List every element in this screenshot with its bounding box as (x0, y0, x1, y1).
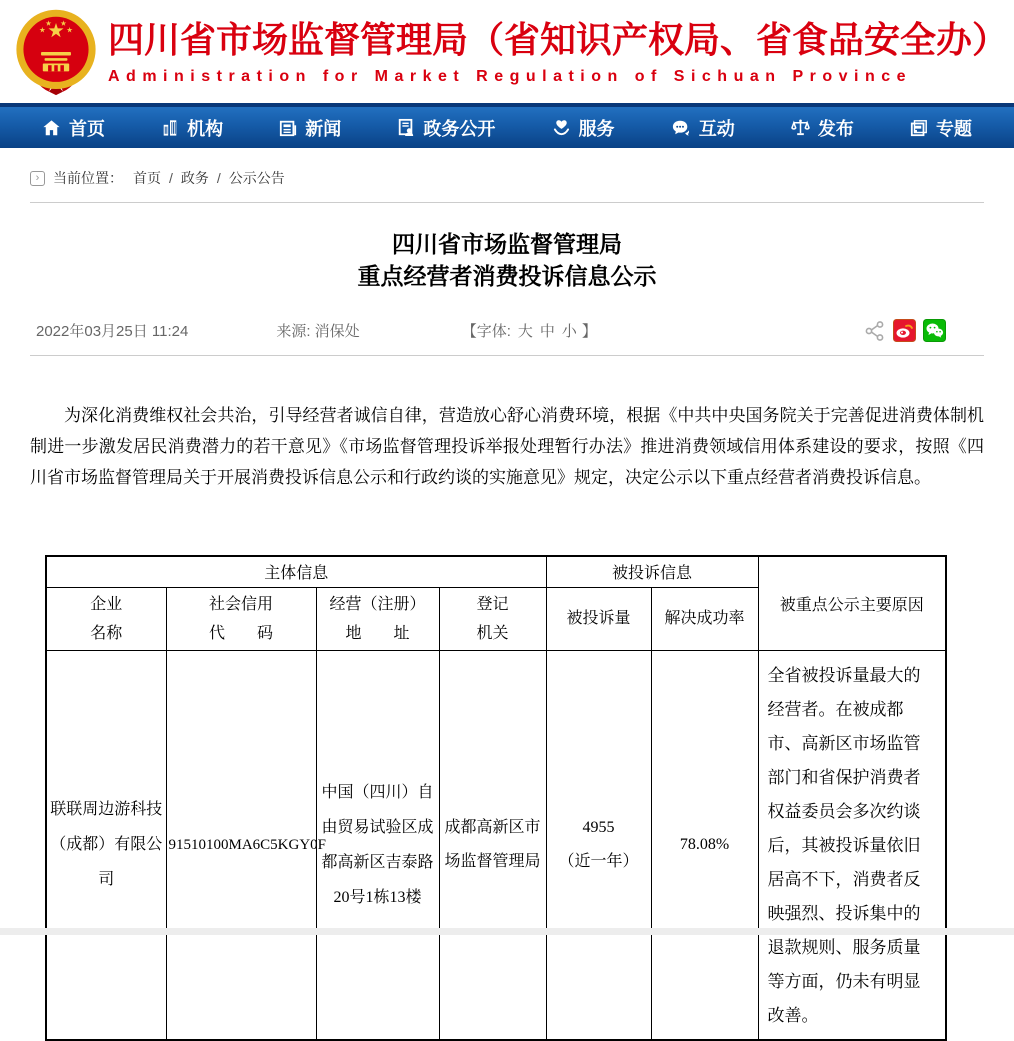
publish-date: 2022年03月25日 11:24 (36, 323, 189, 340)
breadcrumb-label: 当前位置： (53, 170, 123, 186)
breadcrumb-item-gov[interactable]: 政务 (180, 170, 209, 186)
font-size-large-button[interactable]: 大 (517, 323, 533, 340)
nav-label: 政务公开 (423, 118, 496, 139)
cell-reason: 全省被投诉量最大的经营者。在被成都市、高新区市场监管部门和省保护消费者权益委员会多次约谈后，其被投诉量依旧居高不下，消费者反映强烈、投诉集中的退款规则、服务质量等方面，仍未有明显改善。 (758, 650, 946, 1040)
nav-label: 服务 (578, 118, 615, 139)
article-source: 来源: 消保处 (276, 323, 360, 340)
home-icon (42, 119, 61, 137)
news-icon (279, 119, 297, 137)
article-title (30, 229, 984, 293)
gov-disclosure-icon (397, 118, 415, 137)
nav-item-interaction[interactable] (671, 115, 735, 141)
nav-item-services[interactable] (552, 115, 615, 141)
release-icon (791, 118, 810, 137)
location-arrow-icon: › (30, 171, 45, 186)
topics-icon (910, 119, 928, 137)
cell-success-rate: 78.08% (651, 650, 758, 1040)
complaint-table (45, 555, 947, 1041)
font-size-label-suffix: 】 (581, 323, 597, 340)
share-icon[interactable] (864, 320, 886, 342)
share-buttons (864, 319, 984, 342)
meta-divider (30, 355, 984, 356)
breadcrumb (30, 148, 984, 203)
article (0, 229, 1014, 493)
font-size-small-button[interactable]: 小 (561, 323, 577, 340)
article-title-line1: 四川省市场监督管理局 (392, 232, 622, 257)
nav-label: 新闻 (305, 118, 342, 139)
column-header-success-rate: 解决成功率 (651, 587, 758, 650)
column-header-company: 企业 名称 (46, 587, 166, 650)
font-size-controls (462, 320, 597, 341)
building-icon (161, 118, 179, 137)
nav-item-topics[interactable] (910, 115, 972, 141)
font-size-label: 【字体: (461, 323, 511, 340)
national-emblem-icon (12, 6, 100, 98)
breadcrumb-item-notices[interactable]: 公示公告 (228, 170, 285, 186)
main-nav (0, 103, 1014, 148)
table-row (46, 650, 946, 1040)
group-header-complaint: 被投诉信息 (546, 556, 758, 587)
cell-address: 中国（四川）自由贸易试验区成都高新区吉泰路20号1栋13楼 (316, 650, 439, 1040)
site-header (0, 0, 1014, 103)
font-size-medium-button[interactable]: 中 (539, 323, 555, 340)
page-bottom-strip (0, 928, 1014, 935)
column-header-registry: 登记 机关 (439, 587, 546, 650)
column-header-complaint-count: 被投诉量 (546, 587, 651, 650)
nav-label: 专题 (935, 118, 972, 139)
nav-label: 机构 (187, 118, 224, 139)
nav-item-home[interactable] (42, 115, 105, 141)
cell-credit-code: 91510100MA6C5KGY0F (166, 650, 316, 1040)
wechat-icon[interactable] (923, 319, 946, 342)
site-subtitle: Administration for Market Regulation of Sichuan Province (108, 67, 913, 85)
article-body: 为深化消费维权社会共治，引导经营者诚信自律，营造放心舒心消费环境，根据《中共中央国务院关于完善促进消费体制机制进一步激发居民消费潜力的若干意见》《市场监督管理投诉举报处理暂行办法》推进消费领域信用体系建设的要求，按照《四川省市场监督管理局关于开展消费投诉信息公示和行政约谈的实施意见》规定，决定公示以下重点经营者消费投诉信息。 (30, 406, 984, 487)
table-group-header-row (46, 556, 946, 587)
nav-item-gov-disclosure[interactable] (397, 115, 495, 141)
nav-item-orgs[interactable] (161, 115, 223, 141)
article-meta (30, 319, 984, 342)
cell-complaint-count: 4955 （近一年） (546, 650, 651, 1040)
nav-item-news[interactable] (279, 115, 341, 141)
nav-item-release[interactable] (791, 115, 854, 141)
breadcrumb-separator: / (169, 170, 173, 186)
column-header-reason: 被重点公示主要原因 (758, 556, 946, 650)
nav-label: 发布 (817, 118, 854, 139)
interaction-icon (671, 119, 691, 137)
service-icon (552, 118, 571, 137)
cell-company-name: 联联周边游科技（成都）有限公司 (46, 650, 166, 1040)
column-header-credit-code: 社会信用 代 码 (166, 587, 316, 650)
group-header-subject: 主体信息 (46, 556, 546, 587)
breadcrumb-separator: / (216, 170, 221, 186)
site-title: 四川省市场监督管理局（省知识产权局、省食品安全办） (108, 18, 1009, 60)
article-title-line2: 重点经营者消费投诉信息公示 (357, 264, 657, 289)
breadcrumb-item-home[interactable]: 首页 (133, 170, 161, 186)
nav-label: 首页 (69, 118, 105, 139)
cell-registry: 成都高新区市场监督管理局 (439, 650, 546, 1040)
column-header-address: 经营（注册） 地 址 (316, 587, 439, 650)
weibo-icon[interactable] (893, 319, 916, 342)
nav-label: 互动 (698, 118, 735, 139)
